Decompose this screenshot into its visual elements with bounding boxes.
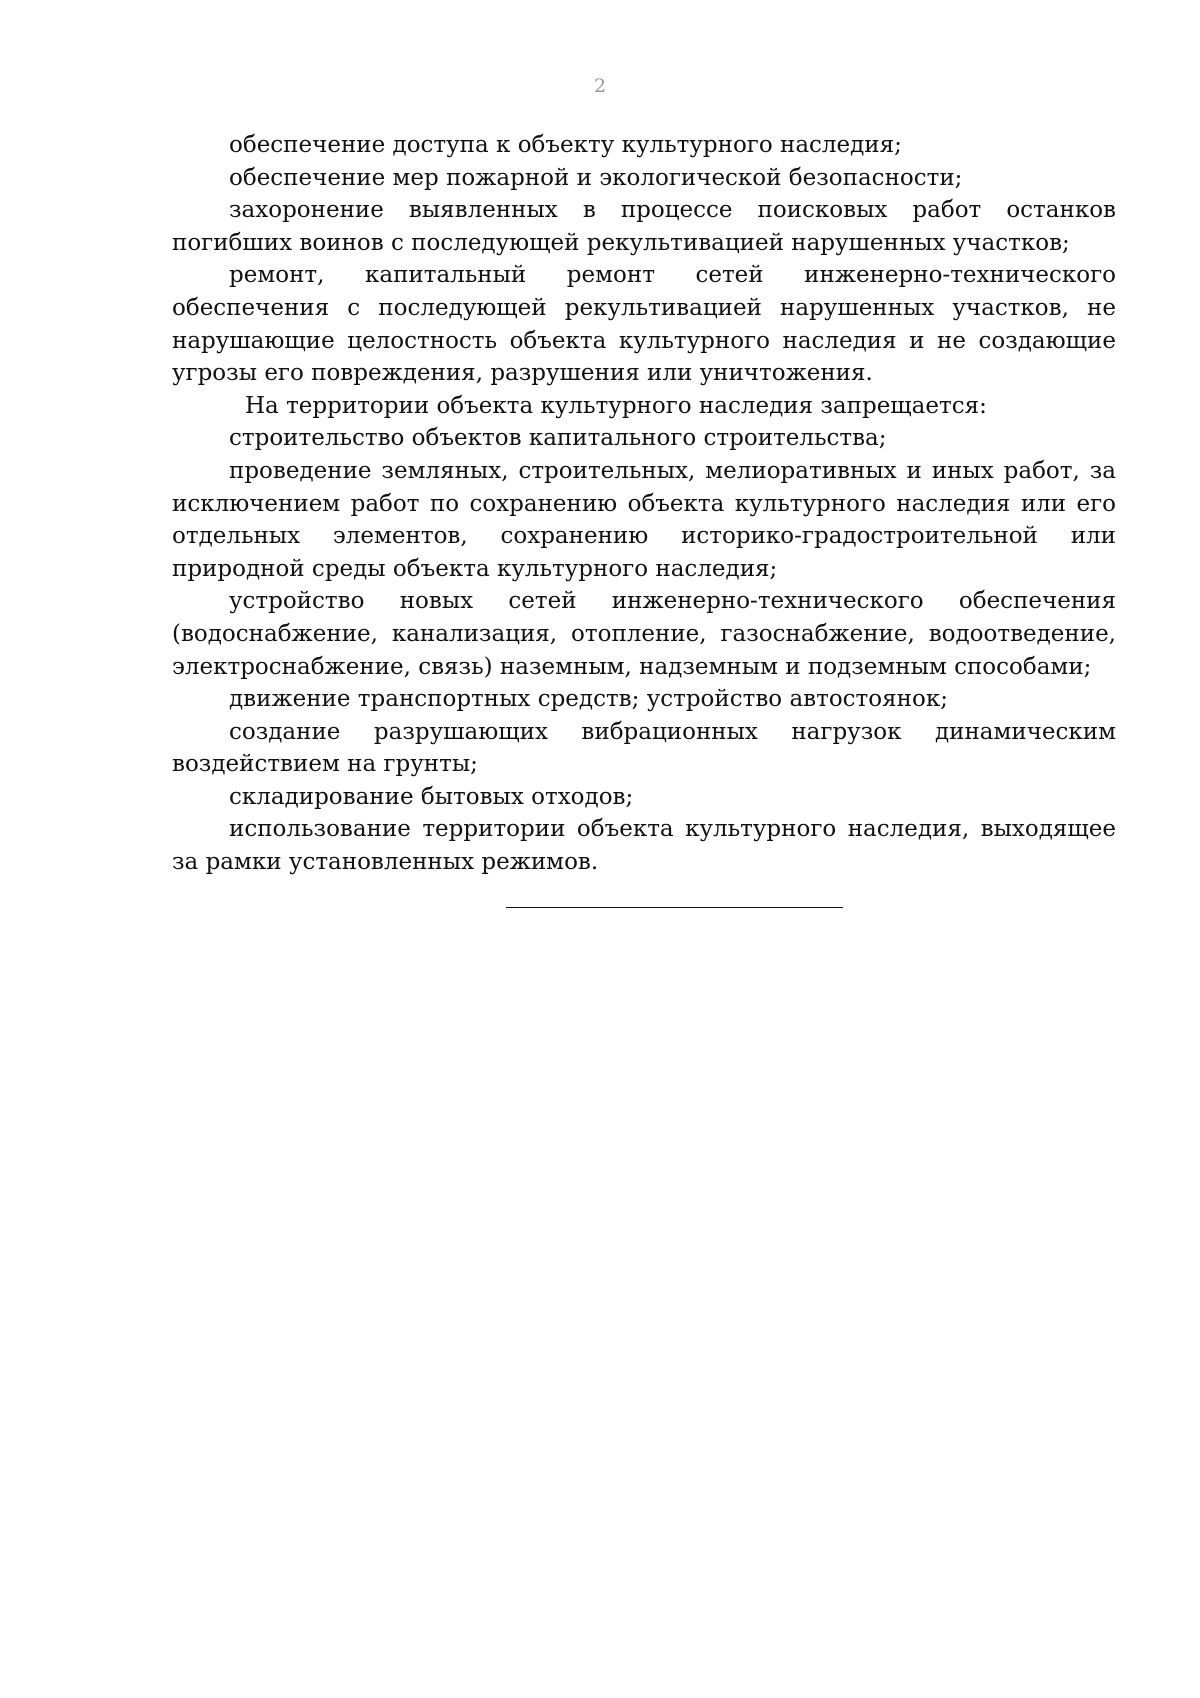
- document-body: [172, 129, 1116, 879]
- page-number: 2: [593, 75, 607, 97]
- paragraph-fire-safety: обеспечение мер пожарной и экологической безопасности;: [229, 164, 963, 191]
- paragraph-access: обеспечение доступа к объекту культурного наследия;: [229, 132, 902, 158]
- paragraph-burial: захоронение выявленных в процессе поисковых работ останков погибших воинов с последующей рекультивацией нарушенных участков;: [172, 197, 1116, 256]
- paragraph-traffic: движение транспортных средств; устройство автостоянок;: [229, 686, 948, 713]
- paragraph-vibration: создание разрушающих вибрационных нагрузок динамическим воздействием на грунты;: [172, 718, 1116, 778]
- paragraph-waste: складирование бытовых отходов;: [229, 783, 634, 810]
- paragraph-territory-use: использование территории объекта культурного наследия, выходящее за рамки установленных режимов.: [172, 816, 1116, 876]
- paragraph-construction: строительство объектов капитального строительства;: [229, 425, 887, 452]
- end-of-text-divider: [506, 907, 843, 908]
- paragraph-new-networks: устройство новых сетей инженерно-технического обеспечения (водоснабжение, канализация, отопление, газоснабжение, водоотведение, электроснабжение, связь) наземным, надземным и подземным способами;: [172, 588, 1116, 680]
- paragraph-repair: ремонт, капитальный ремонт сетей инженерно-технического обеспечения с последующей рекультивацией нарушенных участков, не нарушающие целостность объекта культурного наследия и не создающие угрозы его повреждения, разрушения или уничтожения.: [172, 262, 1116, 387]
- paragraph-earthworks: проведение земляных, строительных, мелиоративных и иных работ, за исключением работ по сохранению объекта культурного наследия или его отдельных элементов, сохранению историко-градостроительной или природной среды объекта культурного наследия;: [172, 457, 1116, 582]
- paragraph-prohibited-heading: На территории объекта культурного наследия запрещается:: [245, 392, 987, 419]
